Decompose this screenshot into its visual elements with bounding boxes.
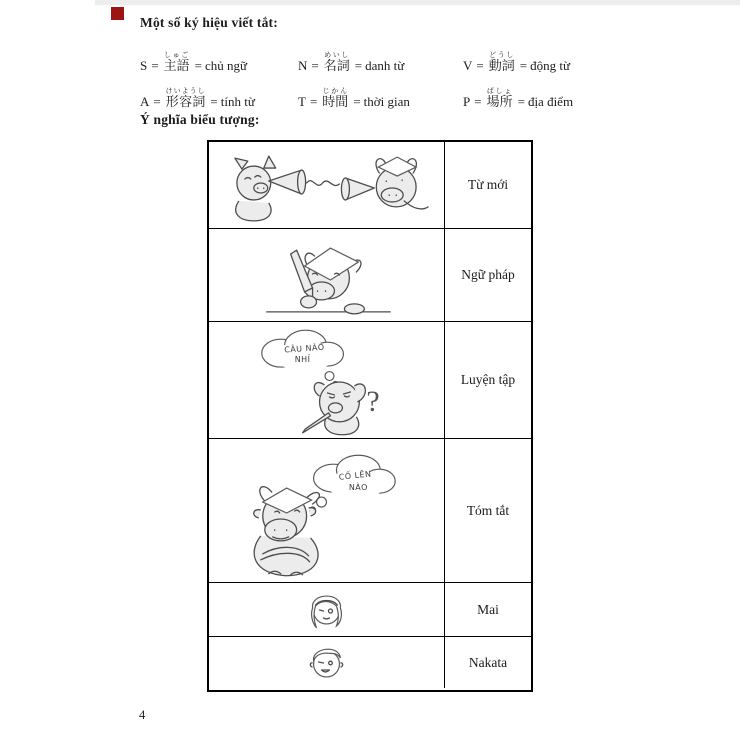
abbrev-a [140,87,298,108]
abbrev-symbol: A [140,94,151,109]
kanji-with-furigana [486,87,513,109]
abbrev-v [463,51,620,72]
equals-sign: = [309,94,318,109]
table-row [209,637,531,688]
kanji-with-furigana [323,51,350,73]
abbrev-s [140,51,298,72]
equals-sign: = [474,94,482,109]
pig-bull-megaphone-icon [209,142,445,228]
vietnamese-meaning: địa điểm [527,94,574,109]
equals-sign: = [194,58,202,73]
vietnamese-meaning: thời gian [363,94,410,109]
legend-label: Từ mới [467,177,509,192]
equals-sign: = [517,94,525,109]
kanji: 形容詞 [165,94,206,109]
equals-sign: = [151,58,159,73]
equals-sign: = [210,94,218,109]
red-mark [111,7,124,20]
legend-label: Nakata [468,654,508,670]
equals-sign: = [353,94,361,109]
legend-title: Ý nghĩa biểu tượng: [140,112,260,127]
furigana: めいし [323,51,350,59]
abbrev-p [463,87,620,108]
equals-sign: = [354,58,363,73]
bull-thinking-icon [209,439,445,582]
kanji-with-furigana [322,87,349,109]
thought-bubble-text: CÂU NÀO [283,342,325,355]
furigana: じかん [322,87,349,95]
page-number: 4 [139,708,146,722]
legend-label: Luyện tập [460,372,516,387]
furigana: どうし [488,51,515,59]
scan-edge-shade [95,0,740,5]
legend-label: Ngữ pháp [461,267,515,282]
abbrev-t [298,87,463,108]
symbol-legend-table [207,140,533,692]
thought-bubble-text: NÀO [348,482,368,492]
abbrev-symbol: T [298,94,307,109]
equals-sign: = [476,58,484,73]
vietnamese-meaning: tính từ [220,94,255,109]
abbrev-symbol: P [463,94,472,109]
legend-label: Mai [477,601,499,617]
table-row [209,439,531,583]
furigana: けいようし [165,87,206,95]
pig-thinking-icon [209,322,445,438]
vietnamese-meaning: chủ ngữ [204,58,248,73]
boy-face-icon [209,637,445,688]
table-row [209,229,531,322]
kanji: 動詞 [488,58,515,73]
legend-label: Tóm tắt [466,502,510,518]
abbreviation-key [140,36,620,108]
table-row [209,322,531,439]
kanji: 時間 [322,94,349,109]
vietnamese-meaning: động từ [530,58,571,73]
kanji: 場所 [486,94,513,109]
abbrev-n [298,51,463,72]
table-row [209,583,531,637]
bull-writing-icon [209,229,445,321]
equals-sign: = [153,94,161,109]
abbrev-symbol: S [140,58,149,73]
furigana: しゅご [163,51,190,59]
furigana: ばしょ [486,87,513,95]
kanji: 主語 [163,58,190,73]
table-row [209,142,531,229]
thought-bubble-text: NHỈ [294,354,311,364]
page-title: Một số ký hiệu viết tắt: [140,15,278,30]
kanji-with-furigana [163,51,190,73]
vietnamese-meaning: danh từ [365,58,405,73]
kanji-with-furigana [488,51,515,73]
equals-sign: = [311,58,319,73]
equals-sign: = [519,58,528,73]
abbrev-symbol: N [298,58,309,73]
question-mark: ? [366,384,380,418]
girl-face-icon [209,583,445,636]
abbrev-symbol: V [463,58,474,73]
kanji: 名詞 [323,58,350,73]
thought-bubble-text: CỐ LÊN [338,468,372,482]
kanji-with-furigana [165,87,206,109]
